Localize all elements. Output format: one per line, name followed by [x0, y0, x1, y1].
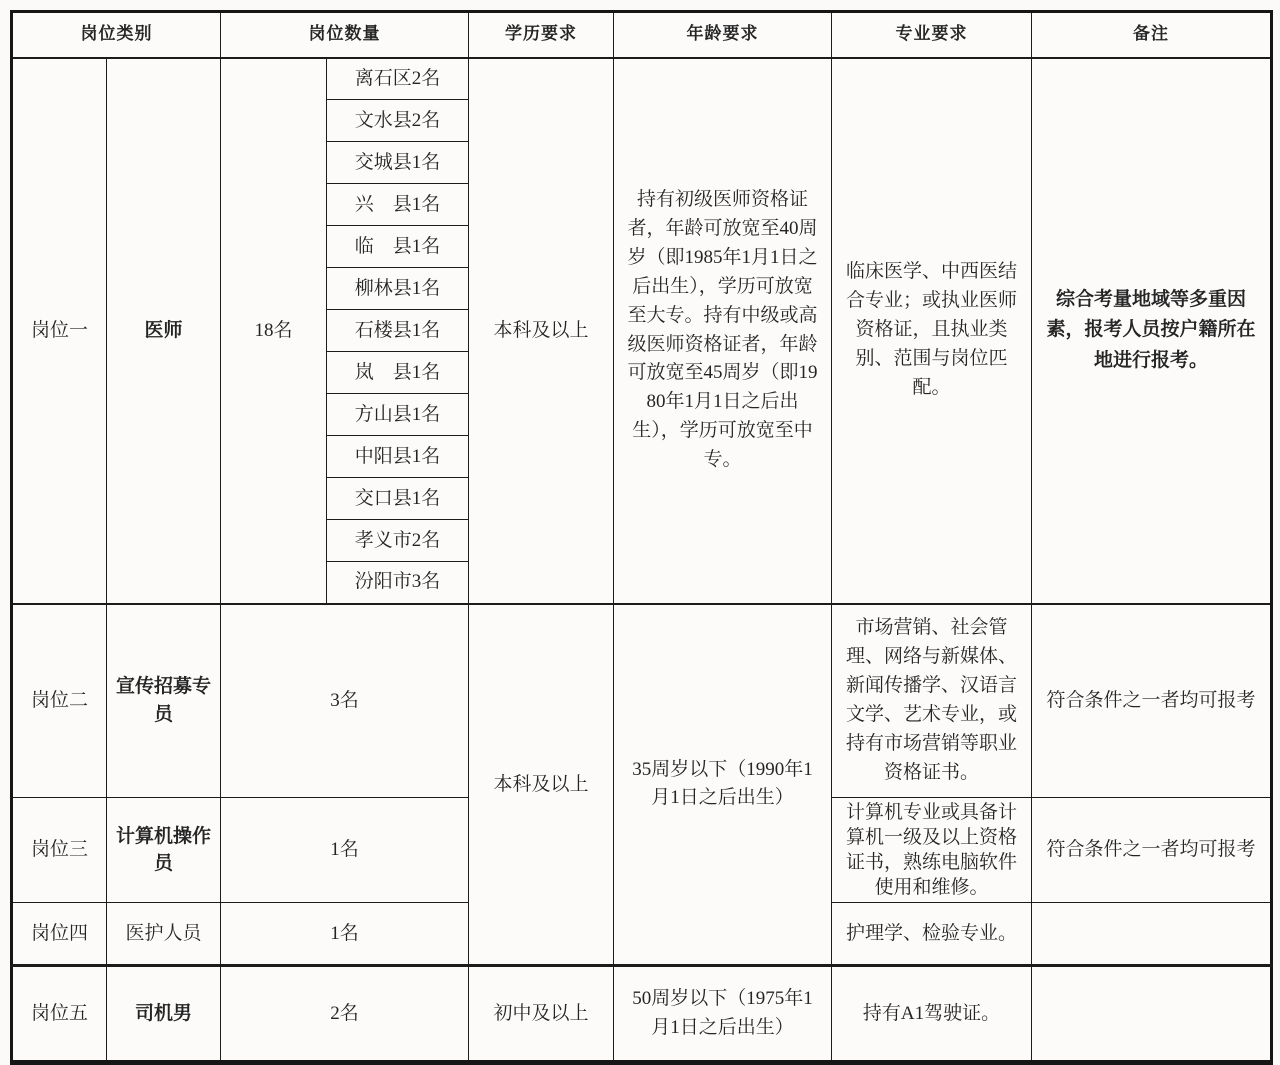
position-2-category: 岗位二 [12, 604, 107, 798]
header-remarks: 备注 [1032, 12, 1272, 58]
position-1-category: 岗位一 [12, 58, 107, 604]
position-1-education: 本科及以上 [469, 58, 614, 604]
district-quota-cell: 离石区2名 [327, 58, 469, 100]
position-2-title: 宣传招募专员 [107, 604, 221, 798]
header-job-quantity: 岗位数量 [221, 12, 469, 58]
position-4-count: 1名 [221, 903, 469, 966]
position-1-major: 临床医学、中西医结合专业；或执业医师资格证，且执业类别、范围与岗位匹配。 [832, 58, 1032, 604]
position-1-title: 医师 [107, 58, 221, 604]
position-1-age: 持有初级医师资格证者，年龄可放宽至40周岁（即1985年1月1日之后出生），学历可放宽至大专。持有中级或高级医师资格证者，年龄可放宽至45周岁（即1980年1月1日之后出生），学历可放宽至中专。 [614, 58, 832, 604]
recruitment-positions-table [10, 10, 1273, 1065]
district-quota-cell: 临 县1名 [327, 226, 469, 268]
position-3-major: 计算机专业或具备计算机一级及以上资格证书，熟练电脑软件使用和维修。 [832, 798, 1032, 903]
district-quota-cell: 交口县1名 [327, 478, 469, 520]
header-major-requirement: 专业要求 [832, 12, 1032, 58]
header-row [12, 12, 1272, 58]
position-5-age: 50周岁以下（1975年1月1日之后出生） [614, 966, 832, 1063]
district-quota-cell: 交城县1名 [327, 142, 469, 184]
position-1-total: 18名 [221, 58, 327, 604]
position-3-category: 岗位三 [12, 798, 107, 903]
position-5-category: 岗位五 [12, 966, 107, 1063]
position-4-major: 护理学、检验专业。 [832, 903, 1032, 966]
position-5-major: 持有A1驾驶证。 [832, 966, 1032, 1063]
position-2-row [12, 604, 1272, 798]
position-1-row [12, 58, 1272, 100]
district-quota-cell: 文水县2名 [327, 100, 469, 142]
position-3-note: 符合条件之一者均可报考 [1032, 798, 1272, 903]
district-quota-cell: 兴 县1名 [327, 184, 469, 226]
district-quota-cell: 柳林县1名 [327, 268, 469, 310]
header-job-category: 岗位类别 [12, 12, 221, 58]
position-4-title: 医护人员 [107, 903, 221, 966]
position-3-count: 1名 [221, 798, 469, 903]
district-quota-cell: 汾阳市3名 [327, 562, 469, 604]
district-quota-cell: 方山县1名 [327, 394, 469, 436]
district-quota-cell: 石楼县1名 [327, 310, 469, 352]
district-quota-cell: 岚 县1名 [327, 352, 469, 394]
positions-2-4-education: 本科及以上 [469, 604, 614, 966]
header-education-requirement: 学历要求 [469, 12, 614, 58]
position-4-note [1032, 903, 1272, 966]
position-3-title: 计算机操作员 [107, 798, 221, 903]
position-2-count: 3名 [221, 604, 469, 798]
position-2-note: 符合条件之一者均可报考 [1032, 604, 1272, 798]
district-quota-cell: 孝义市2名 [327, 520, 469, 562]
header-age-requirement: 年龄要求 [614, 12, 832, 58]
position-5-education: 初中及以上 [469, 966, 614, 1063]
position-1-note: 综合考量地域等多重因素，报考人员按户籍所在地进行报考。 [1032, 58, 1272, 604]
district-quota-cell: 中阳县1名 [327, 436, 469, 478]
position-5-row [12, 966, 1272, 1063]
position-2-major: 市场营销、社会管理、网络与新媒体、新闻传播学、汉语言文学、艺术专业，或持有市场营销等职业资格证书。 [832, 604, 1032, 798]
position-4-category: 岗位四 [12, 903, 107, 966]
positions-2-4-age: 35周岁以下（1990年1月1日之后出生） [614, 604, 832, 966]
position-5-count: 2名 [221, 966, 469, 1063]
position-5-note [1032, 966, 1272, 1063]
position-5-title: 司机男 [107, 966, 221, 1063]
